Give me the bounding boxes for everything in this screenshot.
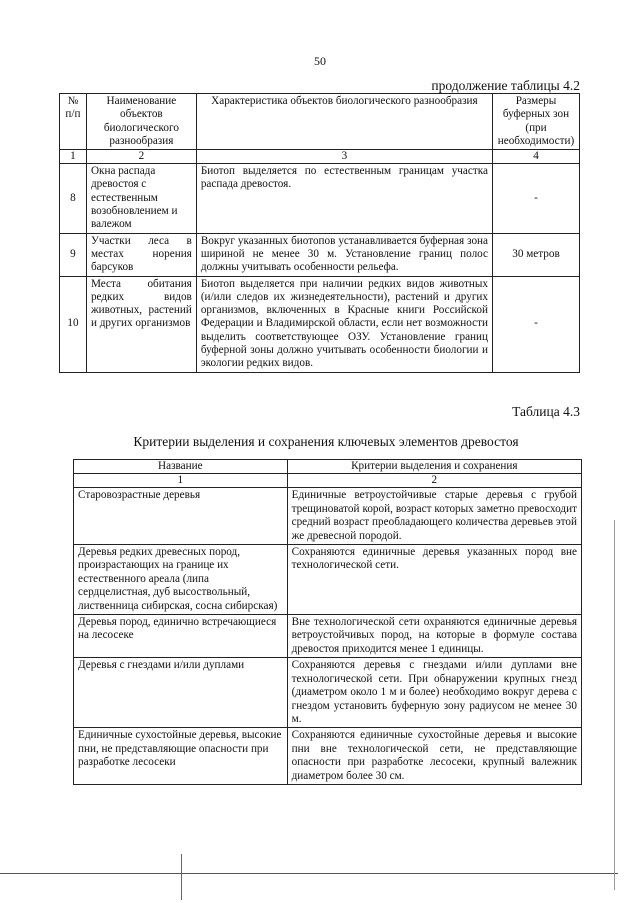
page-number: 50 [314, 54, 326, 68]
object-name: Участки леса в местах норения барсуков [86, 233, 196, 276]
row-number: 9 [60, 233, 87, 276]
element-criteria: Сохраняются единичные сухостойные деревья и высокие пни вне технологической сети, не представляющие опасности при разработке лесосеки, крупный валежник диаметром более 30 см. [287, 728, 581, 785]
table-row [60, 233, 580, 276]
column-index-row [60, 150, 580, 164]
column-index: 3 [196, 150, 492, 164]
scan-vertical-mark [181, 854, 182, 900]
biodiversity-objects-table [59, 93, 580, 373]
element-name: Единичные сухостойные деревья, высокие пни, не представляющие опасности при разработке лесосеки [74, 728, 288, 785]
object-description: Биотоп выделяется по естественным границам участка распада древостоя. [196, 164, 492, 233]
header-criteria: Критерии выделения и сохранения [287, 460, 581, 474]
row-number: 8 [60, 164, 87, 233]
table-row [74, 658, 582, 728]
object-description: Биотоп выделяется при наличии редких видов животных (и/или следов их жизнедеятельности), растений и других организмов, включенных в Красные книги Российской Федерации и Владимирской области, если нет возможности выделить соответствующее ОЗУ. Установление границ буферной зоны должно учитывать особенности биологии и экологии редких видов. [196, 276, 492, 372]
header-characteristic: Характеристика объектов биологического разнообразия [196, 94, 492, 150]
header-object-name: Наименование объектов биологического разнообразия [86, 94, 196, 150]
element-criteria: Сохраняются единичные деревья указанных пород вне технологической сети. [287, 545, 581, 615]
table-row [60, 276, 580, 372]
table-row [74, 488, 582, 545]
table-row [74, 728, 582, 785]
element-name: Старовозрастные деревья [74, 488, 288, 545]
element-name: Деревья редких древесных пород, произрастающих на границе их естественного ареала (липа сердцелистная, дуб высоствольный, лиственница сибирская, сосна сибирская) [74, 545, 288, 615]
table-title: Критерии выделения и сохранения ключевых элементов древостоя [133, 434, 519, 449]
table-header-row [74, 460, 582, 474]
buffer-size: 30 метров [493, 233, 580, 276]
column-index: 2 [86, 150, 196, 164]
element-name: Деревья пород, единично встречающиеся на лесосеке [74, 615, 288, 658]
column-index: 2 [287, 474, 581, 488]
scan-right-edge [614, 520, 615, 890]
row-number: 10 [60, 276, 87, 372]
element-criteria: Вне технологической сети охраняются единичные деревья ветроустойчивых пород, на которые в формуле состава древостоя приходится менее 1 единицы. [287, 615, 581, 658]
table-continuation-label: продолжение таблицы 4.2 [431, 78, 580, 93]
column-index-row [74, 474, 582, 488]
column-index: 1 [74, 474, 288, 488]
element-criteria: Сохраняются деревья с гнездами и/или дуплами вне технологической сети. При обнаружении крупных гнезд (диаметром около 1 м и более) необходимо вокруг дерева с гнездом установить буферную зону радиусом не менее 30 м. [287, 658, 581, 728]
object-name: Окна распада древостоя с естественным возобновлением и валежом [86, 164, 196, 233]
object-name: Места обитания редких видов животных, растений и других организмов [86, 276, 196, 372]
element-name: Деревья с гнездами и/или дуплами [74, 658, 288, 728]
header-number: № п/п [60, 94, 87, 150]
table-label: Таблица 4.3 [512, 404, 580, 419]
table-header-row [60, 94, 580, 150]
scan-bottom-rule [0, 873, 618, 874]
header-buffer-size: Размеры буферных зон (при необходимости) [493, 94, 580, 150]
buffer-size: - [493, 164, 580, 233]
table-row [60, 164, 580, 233]
key-elements-criteria-table [73, 459, 582, 785]
object-description: Вокруг указанных биотопов устанавливается буферная зона шириной не менее 30 м. Установление границ полос должны учитывать особенности рельефа. [196, 233, 492, 276]
header-name: Название [74, 460, 288, 474]
column-index: 1 [60, 150, 87, 164]
table-row [74, 615, 582, 658]
column-index: 4 [493, 150, 580, 164]
table-row [74, 545, 582, 615]
element-criteria: Единичные ветроустойчивые старые деревья с грубой трещиноватой корой, возраст которых заметно превосходит средний возраст преобладающего количества деревьев этой же древесной породой. [287, 488, 581, 545]
buffer-size: - [493, 276, 580, 372]
